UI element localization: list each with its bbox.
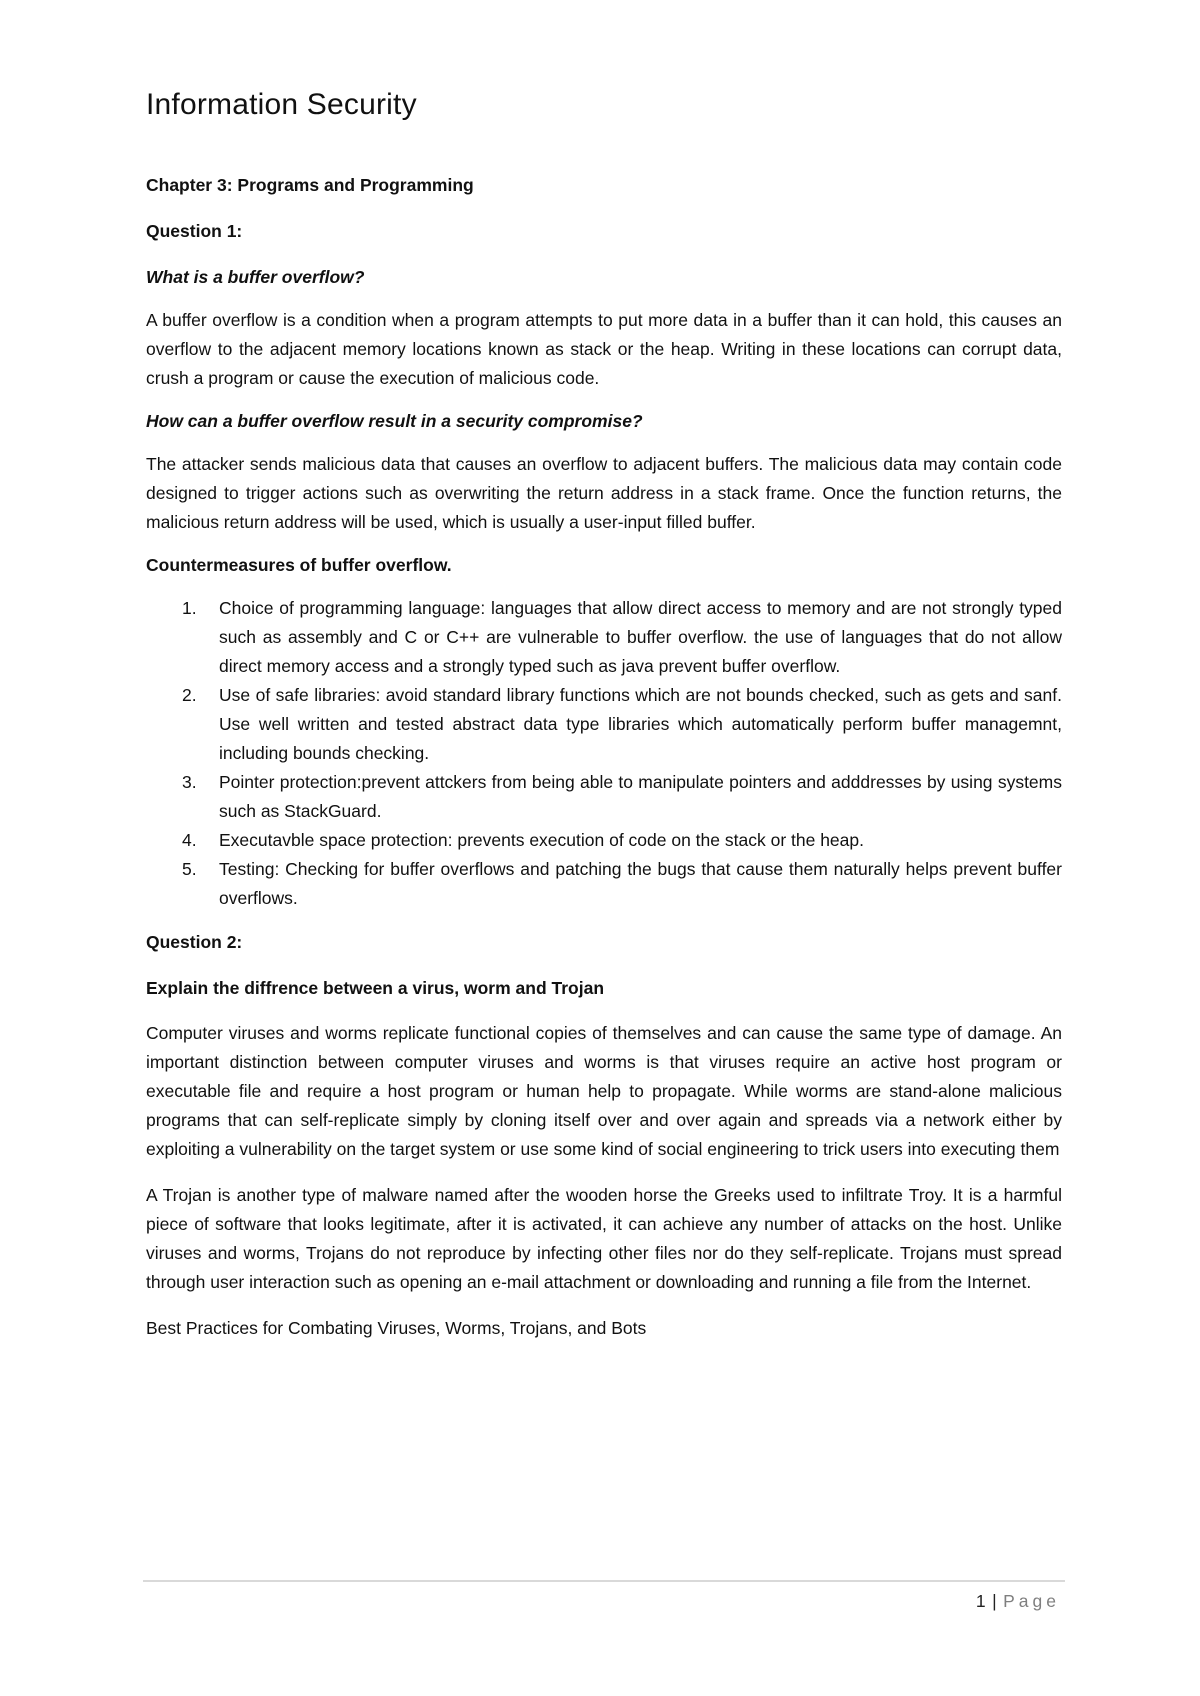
list-item-number: 1. bbox=[182, 598, 197, 618]
list-item-number: 3. bbox=[182, 772, 197, 792]
list-item-number: 2. bbox=[182, 685, 197, 705]
list-item bbox=[146, 826, 1062, 855]
list-item bbox=[146, 681, 1062, 768]
list-item-number: 5. bbox=[182, 859, 197, 879]
question-2-heading: Explain the diffrence between a virus, worm and Trojan bbox=[146, 978, 605, 998]
page-content bbox=[146, 88, 1062, 1343]
page-footer bbox=[976, 1591, 1060, 1612]
list-item bbox=[146, 594, 1062, 681]
list-item-number: 4. bbox=[182, 830, 197, 850]
question-1-label: Question 1: bbox=[146, 221, 243, 241]
document-title: Information Security bbox=[146, 88, 417, 121]
list-item-text: Pointer protection:prevent attckers from being able to manipulate pointers and adddresses by using systems such as StackGuard. bbox=[219, 772, 1062, 821]
countermeasures-heading: Countermeasures of buffer overflow. bbox=[146, 555, 452, 575]
list-item bbox=[146, 768, 1062, 826]
list-item-text: Executavble space protection: prevents execution of code on the stack or the heap. bbox=[219, 830, 864, 850]
question-1b-answer: The attacker sends malicious data that causes an overflow to adjacent buffers. The malicious data may contain code designed to trigger actions such as overwriting the return address in a stack frame. Once the function returns, the malicious return address will be used, which is usually a user-input filled buffer. bbox=[146, 454, 1062, 532]
list-item bbox=[146, 855, 1062, 913]
question-1b-heading: How can a buffer overflow result in a security compromise? bbox=[146, 411, 643, 431]
question-2-paragraph-trojan: A Trojan is another type of malware named after the wooden horse the Greeks used to infiltrate Troy. It is a harmful piece of software that looks legitimate, after it is activated, it can achieve any number of attacks on the host. Unlike viruses and worms, Trojans do not reproduce by infecting other files nor do they self-replicate. Trojans must spread through user interaction such as opening an e-mail attachment or downloading and running a file from the Internet. bbox=[146, 1185, 1062, 1292]
question-2-label: Question 2: bbox=[146, 932, 243, 952]
page-word: Page bbox=[1003, 1591, 1060, 1611]
question-2-paragraph-viruses-worms: Computer viruses and worms replicate functional copies of themselves and can cause the same type of damage. An important distinction between computer viruses and worms is that viruses require an active host program or executable file and require a host program or human help to propagate. While worms are stand-alone malicious programs that can self-replicate simply by cloning itself over and over again and spreads via a network either by exploiting a vulnerability on the target system or use some kind of social engineering to trick users into executing them bbox=[146, 1023, 1062, 1159]
best-practices-line: Best Practices for Combating Viruses, Worms, Trojans, and Bots bbox=[146, 1318, 647, 1338]
question-1a-answer: A buffer overflow is a condition when a program attempts to put more data in a buffer than it can hold, this causes an overflow to the adjacent memory locations known as stack or the heap. Writing in these locations can corrupt data, crush a program or cause the execution of malicious code. bbox=[146, 310, 1062, 388]
page-number: 1 bbox=[975, 1591, 987, 1611]
footer-separator: | bbox=[992, 1591, 998, 1611]
list-item-text: Testing: Checking for buffer overflows and patching the bugs that cause them naturally helps prevent buffer overflows. bbox=[219, 859, 1062, 908]
list-item-text: Choice of programming language: languages that allow direct access to memory and are not strongly typed such as assembly and C or C++ are vulnerable to buffer overflow. the use of languages that do not allow direct memory access and a strongly typed such as java prevent buffer overflow. bbox=[219, 598, 1062, 676]
footer-divider bbox=[143, 1580, 1065, 1582]
question-1a-heading: What is a buffer overflow? bbox=[146, 267, 365, 287]
chapter-heading: Chapter 3: Programs and Programming bbox=[146, 175, 474, 195]
list-item-text: Use of safe libraries: avoid standard library functions which are not bounds checked, such as gets and sanf. Use well written and tested abstract data type libraries which automatically perform buffer managemnt, including bounds checking. bbox=[219, 685, 1062, 763]
countermeasures-list bbox=[146, 594, 1062, 913]
